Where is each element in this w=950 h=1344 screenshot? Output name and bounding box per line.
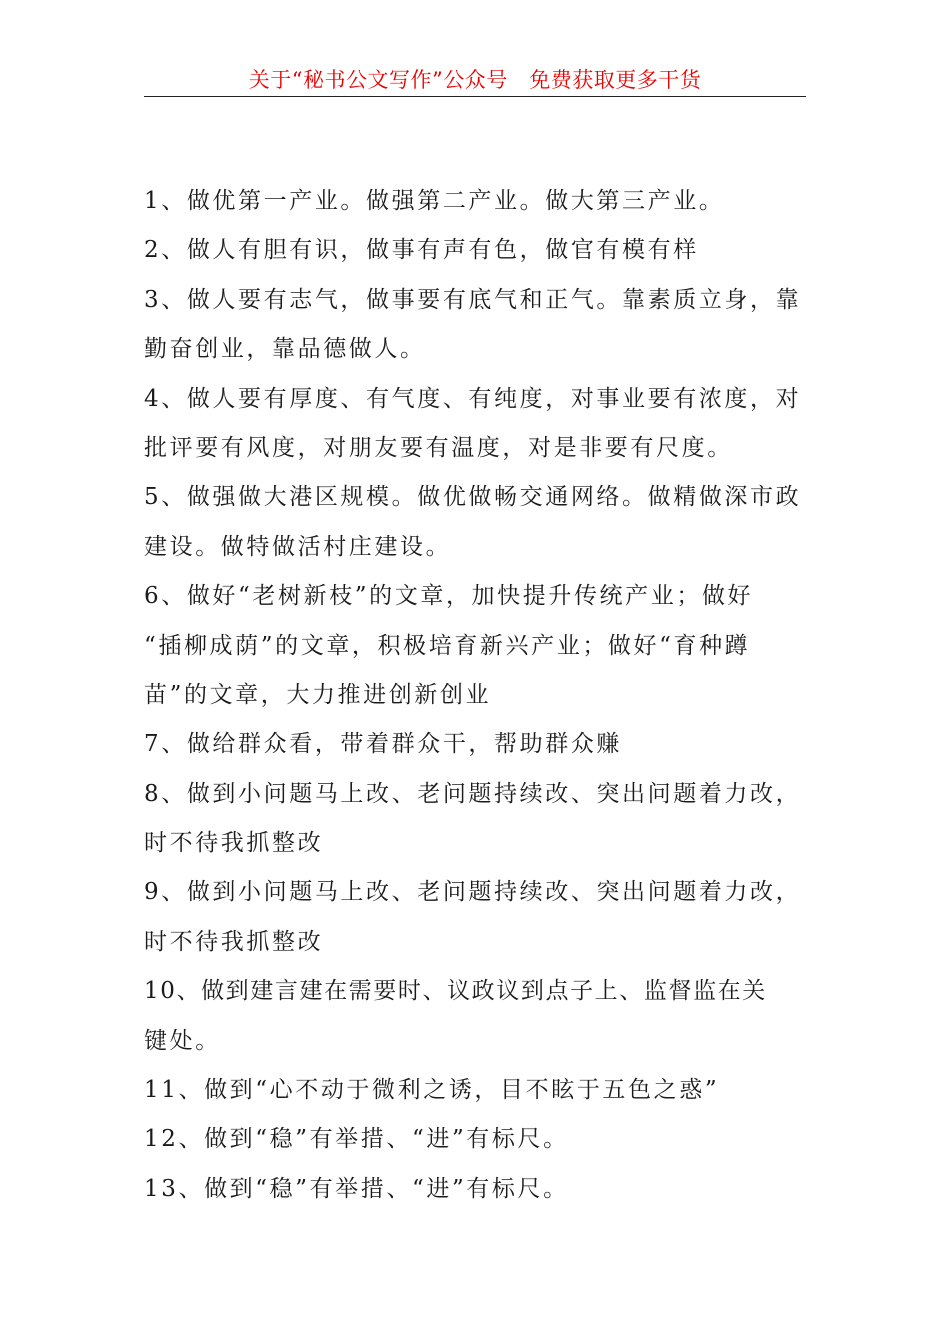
body-line: 9、做到小问题马上改、老问题持续改、突出问题着力改， [144,879,802,906]
body-line: 7、做给群众看，带着群众干，帮助群众赚 [144,731,623,758]
body-line: 5、做强做大港区规模。做优做畅交通网络。做精做深市政 [144,484,802,511]
body-line: 1、做优第一产业。做强第二产业。做大第三产业。 [144,188,725,214]
body-line: 11、做到“心不动于微利之诱，目不眩于五色之惑” [144,1077,720,1104]
body-line: 4、做人要有厚度、有气度、有纯度，对事业要有浓度，对 [144,385,802,412]
header-promo-text: 关于“秘书公文写作”公众号 免费获取更多干货 [248,68,702,92]
body-line: 勤奋创业，靠品德做人。 [144,336,426,363]
body-line: “插柳成荫”的文章，积极培育新兴产业；做好“育种蹲 [144,632,751,659]
body-line: 建设。做特做活村庄建设。 [144,533,452,560]
body-line: 6、做好“老树新枝”的文章，加快提升传统产业；做好 [144,583,754,610]
body-line: 3、做人要有志气，做事要有底气和正气。靠素质立身，靠 [144,286,802,313]
document-body [144,177,806,1214]
page-header [144,66,806,97]
body-line: 时不待我抓整改 [144,830,324,857]
body-line: 2、做人有胆有识，做事有声有色，做官有模有样 [144,237,699,264]
body-line: 12、做到“稳”有举措、“进”有标尺。 [144,1126,569,1153]
body-line: 8、做到小问题马上改、老问题持续改、突出问题着力改， [144,780,802,807]
body-line: 键处。 [144,1027,221,1054]
body-line: 苗”的文章，大力推进创新创业 [144,681,492,708]
body-line: 时不待我抓整改 [144,928,324,955]
body-line: 批评要有风度，对朋友要有温度，对是非要有尺度。 [144,434,733,461]
body-line: 13、做到“稳”有举措、“进”有标尺。 [144,1175,569,1202]
body-line: 10、做到建言建在需要时、议政议到点子上、监督监在关 [144,978,767,1005]
